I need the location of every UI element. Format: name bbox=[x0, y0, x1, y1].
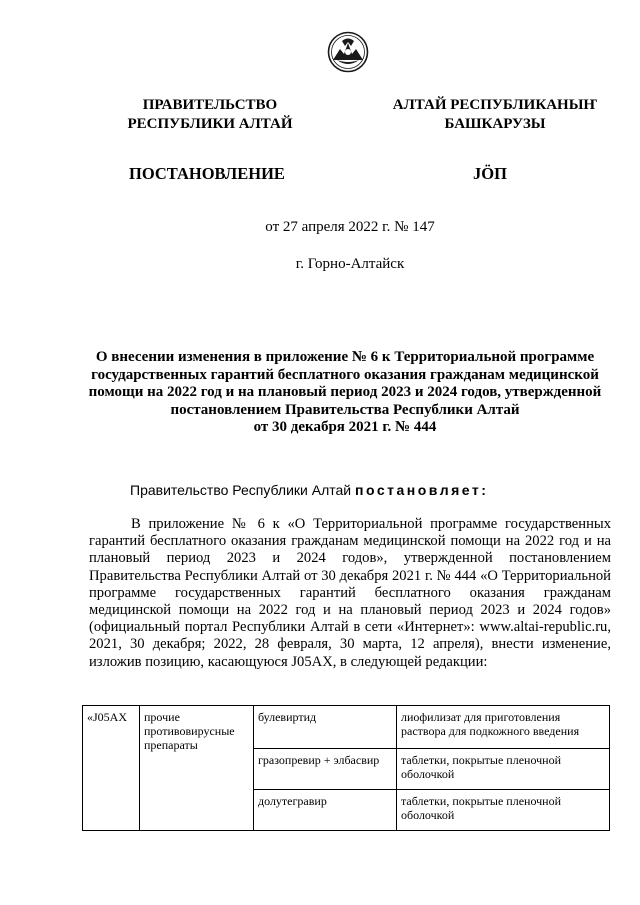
government-name-altai-line1: АЛТАЙ РЕСПУБЛИКАНЫҤ bbox=[392, 97, 598, 113]
government-name-ru bbox=[110, 96, 310, 134]
government-name-altai-line2: БАШКАРУЗЫ bbox=[444, 116, 546, 132]
document-date: от 27 апреля 2022 г. № 147 bbox=[265, 219, 435, 235]
drug-group-cell: прочие противовирусные препараты bbox=[140, 706, 254, 831]
drug-table bbox=[82, 705, 610, 831]
drug-name-cell: булевиртид bbox=[254, 706, 397, 749]
document-type-altai: JÖП bbox=[473, 164, 507, 183]
dosage-form-cell: таблетки, покрытые пленочной оболочкой bbox=[397, 749, 610, 790]
government-name-ru-line2: РЕСПУБЛИКИ АЛТАЙ bbox=[127, 116, 293, 132]
government-name-ru-line1: ПРАВИТЕЛЬСТВО bbox=[142, 97, 278, 113]
document-city: г. Горно-Алтайск bbox=[295, 256, 405, 272]
decrees-prefix: Правительство Республики Алтай bbox=[130, 482, 352, 498]
dosage-form-cell: лиофилизат для приготовления раствора для подкожного введения bbox=[397, 706, 610, 749]
subject-line: помощи на 2022 год и на плановый период 2023 и 2024 годов, утвержденной bbox=[88, 384, 602, 400]
document-type-ru: ПОСТАНОВЛЕНИЕ bbox=[129, 164, 285, 183]
subject-line: постановлением Правительства Республики Алтай bbox=[170, 401, 520, 418]
body-paragraph: В приложение № 6 к «О Территориальной программе государственных гарантий бесплатного оказания гражданам медицинской помощи на 2022 год и на плановый период 2023 и 2024 годов», утвержденной постановлением Правительства Республики Алтай от 30 декабря 2021 г. № 444 «О Территориальной программе государственных гарантий бесплатного оказания гражданам медицинской помощи на 2022 год и на плановый период 2023 и 2024 годов» (официальный портал Республики Алтай в сети «Интернет»: www.altai-republic.ru, 2021, 30 декабря; 2022, 28 февраля, 30 марта, 12 апреля), внести изменение, изложив позицию, касающуюся J05AX, в следующей редакции: bbox=[89, 516, 611, 670]
atc-code-cell: «J05AX bbox=[83, 706, 140, 831]
altai-republic-emblem-icon bbox=[327, 30, 369, 74]
subject-line: от 30 декабря 2021 г. № 444 bbox=[253, 419, 437, 435]
drug-name-cell: гразопревир + элбасвир bbox=[254, 749, 397, 790]
table-row bbox=[83, 706, 610, 749]
subject-line: государственных гарантий бесплатного оказания гражданам медицинской bbox=[91, 366, 599, 383]
decrees-line bbox=[130, 482, 488, 498]
drug-name-cell: долутегравир bbox=[254, 790, 397, 831]
government-name-altai bbox=[380, 96, 610, 134]
decrees-word: постановляет: bbox=[355, 482, 489, 498]
document-subject bbox=[80, 349, 610, 437]
subject-line: О внесении изменения в приложение № 6 к Территориальной программе bbox=[95, 349, 595, 365]
dosage-form-cell: таблетки, покрытые пленочной оболочкой bbox=[397, 790, 610, 831]
